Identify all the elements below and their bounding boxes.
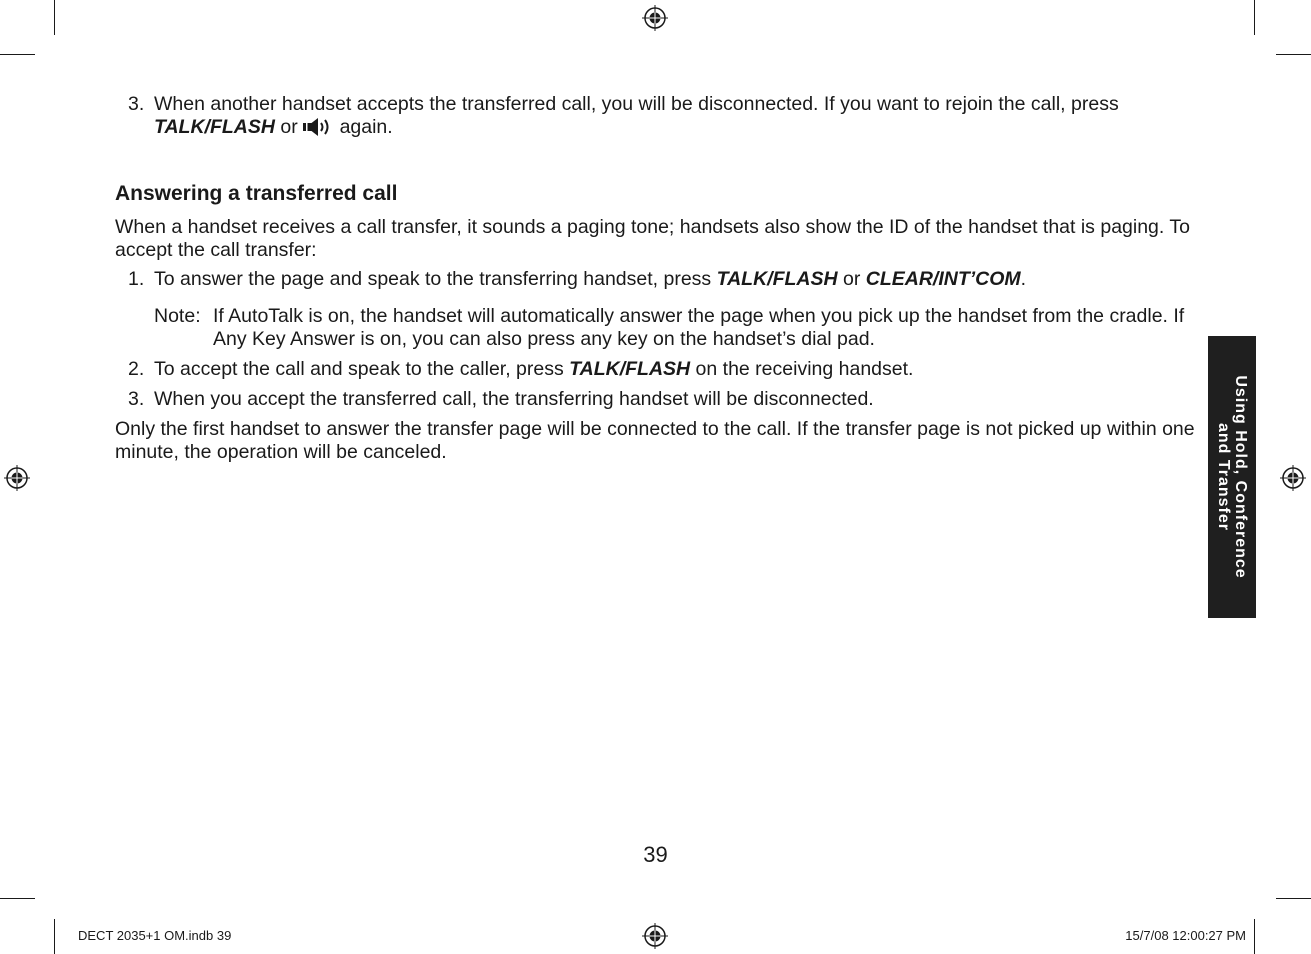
- list-number: 1.: [128, 268, 145, 290]
- step-text-end: again.: [339, 116, 393, 138]
- crop-mark: [1254, 0, 1255, 35]
- period: .: [1020, 268, 1027, 290]
- footer-file-slug: DECT 2035+1 OM.indb 39: [78, 928, 232, 943]
- chapter-tab: [1208, 336, 1256, 618]
- step-text: To accept the call and speak to the caller, press: [154, 358, 564, 380]
- crop-mark: [1276, 898, 1311, 899]
- registration-mark-icon: [4, 465, 30, 491]
- conjunction: or: [280, 116, 298, 138]
- crop-mark: [54, 919, 55, 954]
- talk-flash-key: TALK/FLASH: [716, 268, 838, 290]
- crop-mark: [1254, 919, 1255, 954]
- note-text: If AutoTalk is on, the handset will automatically answer the page when you pick up the handset from the cradle. If Any Key Answer is on, you can also press any key on the handset’s dial pad.: [213, 305, 1185, 350]
- crop-mark: [1276, 54, 1311, 55]
- crop-mark: [54, 0, 55, 35]
- registration-mark-icon: [642, 923, 668, 949]
- list-number: 3.: [128, 388, 145, 410]
- chapter-tab-label: [1215, 375, 1249, 578]
- page-number: 39: [643, 842, 668, 867]
- talk-flash-key: TALK/FLASH: [569, 358, 691, 380]
- crop-mark: [0, 54, 35, 55]
- list-item-text: [154, 93, 1199, 139]
- intro-paragraph: When a handset receives a call transfer, it sounds a paging tone; handsets also show the ID of the handset that is paging. To accept the call transfer:: [115, 216, 1190, 261]
- chapter-tab-line-1: Using Hold, Conference: [1232, 375, 1249, 579]
- footer-date-slug: 15/7/08 12:00:27 PM: [1125, 928, 1246, 943]
- registration-mark-icon: [642, 5, 668, 31]
- registration-mark-icon: [1280, 465, 1306, 491]
- note-label: Note:: [154, 305, 201, 327]
- step-text: To answer the page and speak to the transferring handset, press: [154, 268, 712, 290]
- section-heading: Answering a transferred call: [115, 182, 398, 205]
- list-item-text: [154, 358, 1199, 381]
- speakerphone-icon: [303, 118, 334, 136]
- talk-flash-key: TALK/FLASH: [154, 116, 275, 138]
- list-item-text: When you accept the transferred call, the transferring handset will be disconnected.: [154, 388, 874, 410]
- closing-paragraph: Only the first handset to answer the transfer page will be connected to the call. If the transfer page is not picked up within one minute, the operation will be canceled.: [115, 418, 1195, 463]
- step-text-end: on the receiving handset.: [695, 358, 914, 380]
- clear-intcom-key: CLEAR/INT’COM: [865, 268, 1021, 290]
- step-text: When another handset accepts the transferred call, you will be disconnected. If you want to rejoin the call, press: [154, 93, 1119, 115]
- chapter-tab-line-2: and Transfer: [1215, 422, 1232, 532]
- crop-mark: [0, 898, 35, 899]
- list-number: 3.: [128, 93, 145, 115]
- list-item-text: [154, 268, 1199, 291]
- conjunction: or: [842, 268, 861, 290]
- list-number: 2.: [128, 358, 145, 380]
